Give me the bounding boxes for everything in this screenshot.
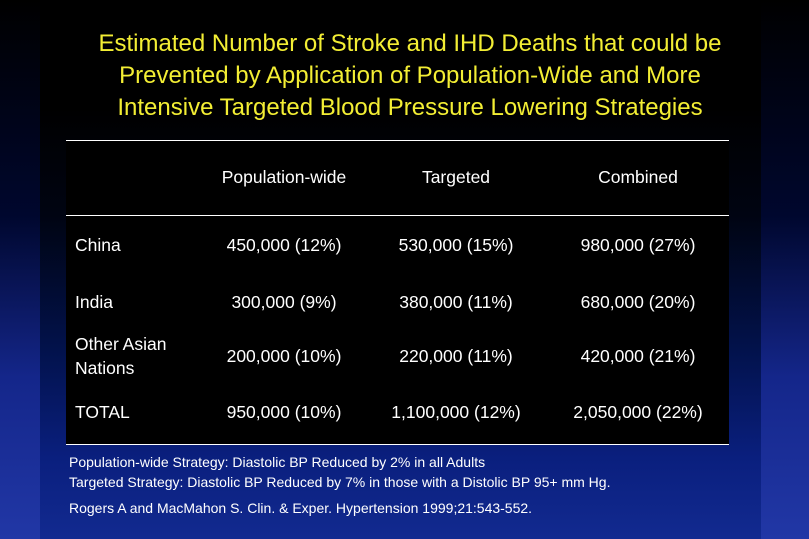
row-label-china: China bbox=[75, 235, 121, 255]
strategy-notes bbox=[69, 452, 610, 492]
cell-other-asian-population-wide: 200,000 (10%) bbox=[226, 346, 342, 366]
slide-title: Estimated Number of Stroke and IHD Deaths that could be Prevented by Application of Population-Wide and More Intensive Targeted Blood Pressure Lowering Strategies bbox=[98, 30, 722, 121]
cell-india-combined: 680,000 (20%) bbox=[580, 292, 696, 312]
cell-total-targeted: 1,100,000 (12%) bbox=[391, 402, 521, 422]
citation: Rogers A and MacMahon S. Clin. & Exper. Hypertension 1999;21:543-552. bbox=[69, 500, 533, 516]
column-header-combined: Combined bbox=[598, 167, 678, 187]
cell-other-asian-targeted: 220,000 (11%) bbox=[399, 346, 513, 366]
cell-total-population-wide: 950,000 (10%) bbox=[226, 402, 342, 422]
cell-china-combined: 980,000 (27%) bbox=[580, 235, 696, 255]
column-header-population-wide: Population-wide bbox=[221, 167, 347, 187]
row-label-other-asian-nations: Other Asian Nations bbox=[75, 334, 167, 378]
row-label-total: TOTAL bbox=[75, 402, 130, 422]
cell-other-asian-combined: 420,000 (21%) bbox=[580, 346, 696, 366]
cell-total-combined: 2,050,000 (22%) bbox=[573, 402, 703, 422]
note-targeted-strategy: Targeted Strategy: Diastolic BP Reduced by 7% in those with a Distolic BP 95+ mm Hg. bbox=[69, 474, 611, 490]
cell-china-population-wide: 450,000 (12%) bbox=[226, 235, 342, 255]
cell-india-targeted: 380,000 (11%) bbox=[399, 292, 513, 312]
note-population-wide-strategy: Population-wide Strategy: Diastolic BP Reduced by 2% in all Adults bbox=[69, 454, 486, 470]
row-label-india: India bbox=[75, 292, 113, 312]
header-divider bbox=[66, 215, 729, 216]
column-header-targeted: Targeted bbox=[421, 167, 491, 187]
cell-china-targeted: 530,000 (15%) bbox=[398, 235, 514, 255]
slide bbox=[40, 0, 761, 539]
deaths-table bbox=[66, 140, 729, 445]
cell-india-population-wide: 300,000 (9%) bbox=[231, 292, 337, 312]
